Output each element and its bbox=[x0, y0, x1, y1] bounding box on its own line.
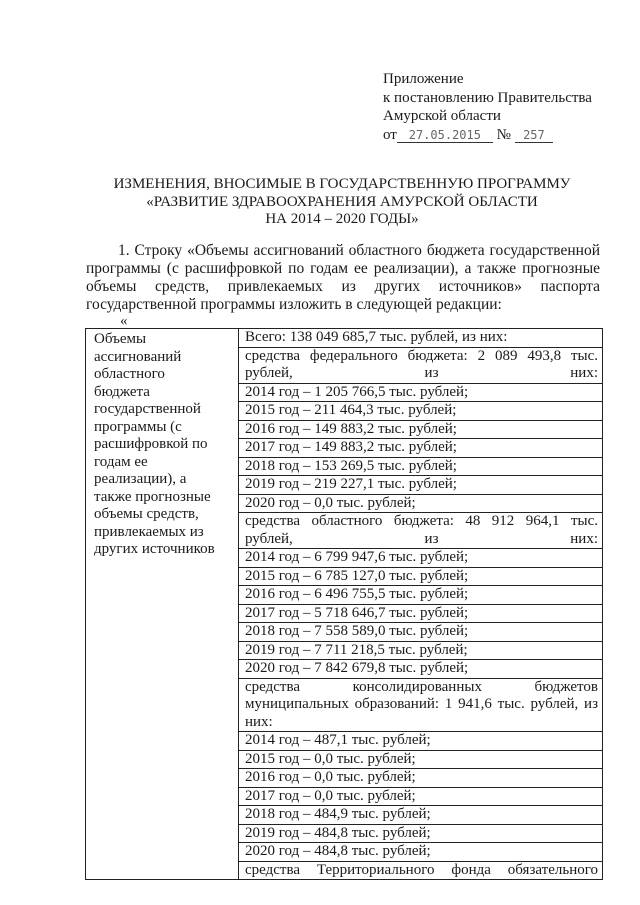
funding-row: 2017 год – 0,0 тыс. рублей; bbox=[239, 788, 602, 807]
funding-row: 2020 год – 0,0 тыс. рублей; bbox=[239, 495, 602, 514]
funding-row: 2018 год – 484,9 тыс. рублей; bbox=[239, 806, 602, 825]
title-line-1: ИЗМЕНЕНИЯ, ВНОСИМЫЕ В ГОСУДАРСТВЕННУЮ ПРОГРАММУ bbox=[113, 176, 571, 192]
appendix-date-line bbox=[383, 126, 592, 145]
funding-row: 2018 год – 153 269,5 тыс. рублей; bbox=[239, 458, 602, 477]
funding-row: Всего: 138 049 685,7 тыс. рублей, из них: bbox=[239, 329, 602, 348]
paragraph-text: 1. Строку «Объемы ассигнований областного бюджета государственной программы (с расшифровкой по годам ее реализации), а также прогнозные объемы средств, привлекаемых из других источников» паспорта государственной программы изложить в следующей редакции: bbox=[86, 242, 600, 313]
left-cell-line: также прогнозные bbox=[94, 488, 211, 505]
funding-row: 2017 год – 149 883,2 тыс. рублей; bbox=[239, 439, 602, 458]
funding-row: 2019 год – 219 227,1 тыс. рублей; bbox=[239, 476, 602, 495]
title-line-3: НА 2014 – 2020 ГОДЫ» bbox=[265, 211, 419, 227]
appendix-block bbox=[383, 70, 592, 144]
funding-row: 2016 год – 149 883,2 тыс. рублей; bbox=[239, 421, 602, 440]
open-quote: « bbox=[120, 313, 128, 329]
passport-table bbox=[85, 328, 603, 880]
right-cell bbox=[239, 329, 603, 880]
funding-row: 2016 год – 0,0 тыс. рублей; bbox=[239, 769, 602, 788]
funding-row: 2015 год – 0,0 тыс. рублей; bbox=[239, 751, 602, 770]
left-cell-line: государственной bbox=[94, 401, 201, 417]
funding-row: 2020 год – 484,8 тыс. рублей; bbox=[239, 843, 602, 862]
appendix-title: Приложение bbox=[383, 71, 464, 87]
left-cell-line: привлекаемых из bbox=[94, 523, 204, 540]
funding-row: 2020 год – 7 842 679,8 тыс. рублей; bbox=[239, 660, 602, 679]
funding-row: 2017 год – 5 718 646,7 тыс. рублей; bbox=[239, 605, 602, 624]
right-cell-rows bbox=[239, 329, 602, 879]
appendix-resolution: к постановлению Правительства bbox=[383, 89, 592, 106]
funding-row: 2014 год – 487,1 тыс. рублей; bbox=[239, 732, 602, 751]
funding-row: 2016 год – 6 496 755,5 тыс. рублей; bbox=[239, 586, 602, 605]
body-paragraph bbox=[86, 242, 600, 314]
left-cell-line: годам ее bbox=[94, 453, 148, 470]
left-cell-line: других источников bbox=[94, 541, 215, 557]
funding-row: средства консолидированных бюджетов муниципальных образований: 1 941,6 тыс. рублей, из них: bbox=[239, 679, 602, 733]
funding-row: 2019 год – 7 711 218,5 тыс. рублей; bbox=[239, 642, 602, 661]
left-cell-line: объемы средств, bbox=[94, 506, 199, 522]
funding-row: средства федерального бюджета: 2 089 493,8 тыс. рублей, из них: bbox=[239, 348, 602, 384]
funding-row: средства областного бюджета: 48 912 964,1 тыс. рублей, из них: bbox=[239, 513, 602, 549]
funding-row: 2019 год – 484,8 тыс. рублей; bbox=[239, 825, 602, 844]
left-cell-line: ассигнований bbox=[94, 348, 182, 365]
table-row bbox=[86, 329, 603, 880]
funding-row: средства Территориального фонда обязательного bbox=[245, 861, 598, 878]
resolution-number: 257 bbox=[515, 128, 553, 143]
funding-row: 2014 год – 6 799 947,6 тыс. рублей; bbox=[239, 549, 602, 568]
funding-row: 2014 год – 1 205 766,5 тыс. рублей; bbox=[239, 384, 602, 403]
left-cell-line: расшифровкой по bbox=[94, 436, 208, 452]
left-cell-line: областного bbox=[94, 366, 165, 382]
document-title bbox=[60, 176, 624, 229]
left-cell-line: бюджета bbox=[94, 383, 150, 400]
title-line-2: «РАЗВИТИЕ ЗДРАВООХРАНЕНИЯ АМУРСКОЙ ОБЛАСТИ bbox=[146, 193, 538, 210]
left-cell-line: реализации), а bbox=[94, 471, 187, 487]
appendix-region: Амурской области bbox=[383, 108, 501, 124]
left-cell-line: Объемы bbox=[94, 331, 147, 347]
resolution-date: 27.05.2015 bbox=[397, 128, 493, 143]
number-label: № bbox=[496, 126, 511, 143]
left-cell-line: программы (с bbox=[94, 418, 182, 435]
left-cell bbox=[86, 329, 239, 880]
funding-row: 2018 год – 7 558 589,0 тыс. рублей; bbox=[239, 623, 602, 642]
from-prefix: от bbox=[383, 126, 397, 143]
funding-row: 2015 год – 211 464,3 тыс. рублей; bbox=[239, 402, 602, 421]
left-cell-text bbox=[94, 331, 234, 559]
funding-row: 2015 год – 6 785 127,0 тыс. рублей; bbox=[239, 568, 602, 587]
